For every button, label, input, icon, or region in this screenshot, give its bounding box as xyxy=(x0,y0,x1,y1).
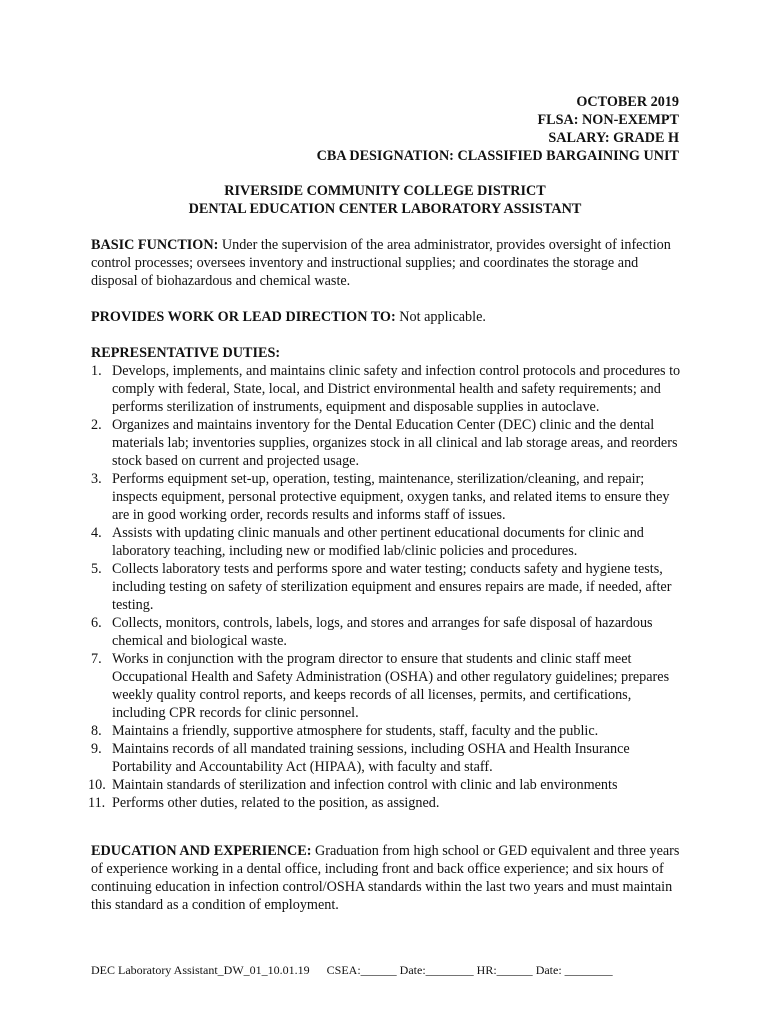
duty-text: Develops, implements, and maintains clinic safety and infection control protocols and procedures to comply with federal, State, local, and District environmental health and safety requirements; and performs sterilization of instruments, equipment and disposable supplies in autoclave. xyxy=(112,363,681,415)
duty-item xyxy=(91,740,685,776)
duty-text: Performs equipment set-up, operation, testing, maintenance, sterilization/cleaning, and repair; inspects equipment, personal protective equipment, oxygen tanks, and related items to ensure they are in good working order, records results and informs staff of issues. xyxy=(112,471,670,523)
lead-direction-label: PROVIDES WORK OR LEAD DIRECTION TO: xyxy=(91,309,396,325)
duty-number: 2. xyxy=(91,417,102,433)
duty-text: Works in conjunction with the program director to ensure that students and clinic staff meet Occupational Health and Safety Administration (OSHA) and other regulatory guidelines; prepares weekly quality control reports, and keeps records of all licenses, permits, and certifications, including CPR records for clinic personnel. xyxy=(112,651,670,721)
duty-number: 10. xyxy=(88,777,106,793)
duty-number: 4. xyxy=(91,525,102,541)
footer-doc-id: DEC Laboratory Assistant_DW_01_10.01.19 xyxy=(91,963,310,977)
cba-designation: CBA DESIGNATION: CLASSIFIED BARGAINING UNIT xyxy=(316,148,679,164)
duty-number: 5. xyxy=(91,561,102,577)
duty-text: Maintain standards of sterilization and infection control with clinic and lab environments xyxy=(112,777,618,793)
footer-csea-field: CSEA:______ xyxy=(326,963,397,977)
salary-grade: SALARY: GRADE H xyxy=(548,130,679,146)
basic-function-section xyxy=(91,236,685,290)
duty-number: 9. xyxy=(91,741,102,757)
duty-number: 7. xyxy=(91,651,102,667)
duty-item xyxy=(91,470,685,524)
duty-item xyxy=(91,650,685,722)
basic-function-label: BASIC FUNCTION: xyxy=(91,237,219,253)
duty-text: Collects laboratory tests and performs spore and water testing; conducts safety and hygiene tests, including testing on safety of sterilization equipment and ensures repairs are made, if needed, after testing. xyxy=(112,561,672,613)
lead-direction-text: Not applicable. xyxy=(395,309,486,325)
basic-function-text: Under the supervision of the area administrator, provides oversight of infection control processes; oversees inventory and instructional supplies; and coordinates the storage and disposal of biohazardous and chemical waste. xyxy=(91,237,671,289)
education-text: Graduation from high school or GED equivalent and three years of experience working in a dental office, including front and back office experience; and six hours of continuing education in infection control/OSHA standards within the last two years and must maintain this standard as a condition of employment. xyxy=(91,843,680,913)
duty-item xyxy=(88,794,685,812)
duty-number: 6. xyxy=(91,615,102,631)
footer-date-field: Date:________ xyxy=(399,963,474,977)
duties-label: REPRESENTATIVE DUTIES: xyxy=(91,345,281,361)
duty-item xyxy=(91,560,685,614)
education-experience-section xyxy=(91,842,685,914)
duty-number: 11. xyxy=(88,795,106,811)
education-label: EDUCATION AND EXPERIENCE: xyxy=(91,843,312,859)
district-name: RIVERSIDE COMMUNITY COLLEGE DISTRICT xyxy=(224,183,546,199)
revision-date: OCTOBER 2019 xyxy=(576,94,679,110)
duty-number: 1. xyxy=(91,363,102,379)
duty-text: Organizes and maintains inventory for the Dental Education Center (DEC) clinic and the dental materials lab; inventories supplies, organizes stock in all clinical and lab storage areas, and reorders stock based on current and projected usage. xyxy=(112,417,678,469)
lead-direction-section xyxy=(91,308,685,326)
duty-item xyxy=(91,722,685,740)
position-title: DENTAL EDUCATION CENTER LABORATORY ASSISTANT xyxy=(188,201,582,217)
document-titles xyxy=(0,182,770,218)
flsa-status: FLSA: NON-EXEMPT xyxy=(537,112,679,128)
duty-item xyxy=(91,524,685,560)
representative-duties-section xyxy=(88,344,685,812)
footer-date-field: Date: ________ xyxy=(535,963,613,977)
document-header xyxy=(317,93,679,165)
duty-text: Maintains a friendly, supportive atmosphere for students, staff, faculty and the public. xyxy=(112,723,599,739)
duty-item xyxy=(88,776,685,794)
document-footer xyxy=(91,962,691,978)
duty-text: Assists with updating clinic manuals and other pertinent educational documents for clinic and laboratory teaching, including new or modified lab/clinic policies and procedures. xyxy=(112,525,644,559)
duty-number: 3. xyxy=(91,471,102,487)
duty-item xyxy=(91,362,685,416)
footer-hr-field: HR:______ xyxy=(476,963,533,977)
duty-item xyxy=(91,614,685,650)
duties-list xyxy=(88,362,685,812)
duty-number: 8. xyxy=(91,723,102,739)
duty-text: Performs other duties, related to the position, as assigned. xyxy=(112,795,440,811)
duty-text: Maintains records of all mandated training sessions, including OSHA and Health Insurance Portability and Accountability Act (HIPAA), with faculty and staff. xyxy=(112,741,630,775)
duty-text: Collects, monitors, controls, labels, logs, and stores and arranges for safe disposal of hazardous chemical and biological waste. xyxy=(112,615,653,649)
duty-item xyxy=(91,416,685,470)
